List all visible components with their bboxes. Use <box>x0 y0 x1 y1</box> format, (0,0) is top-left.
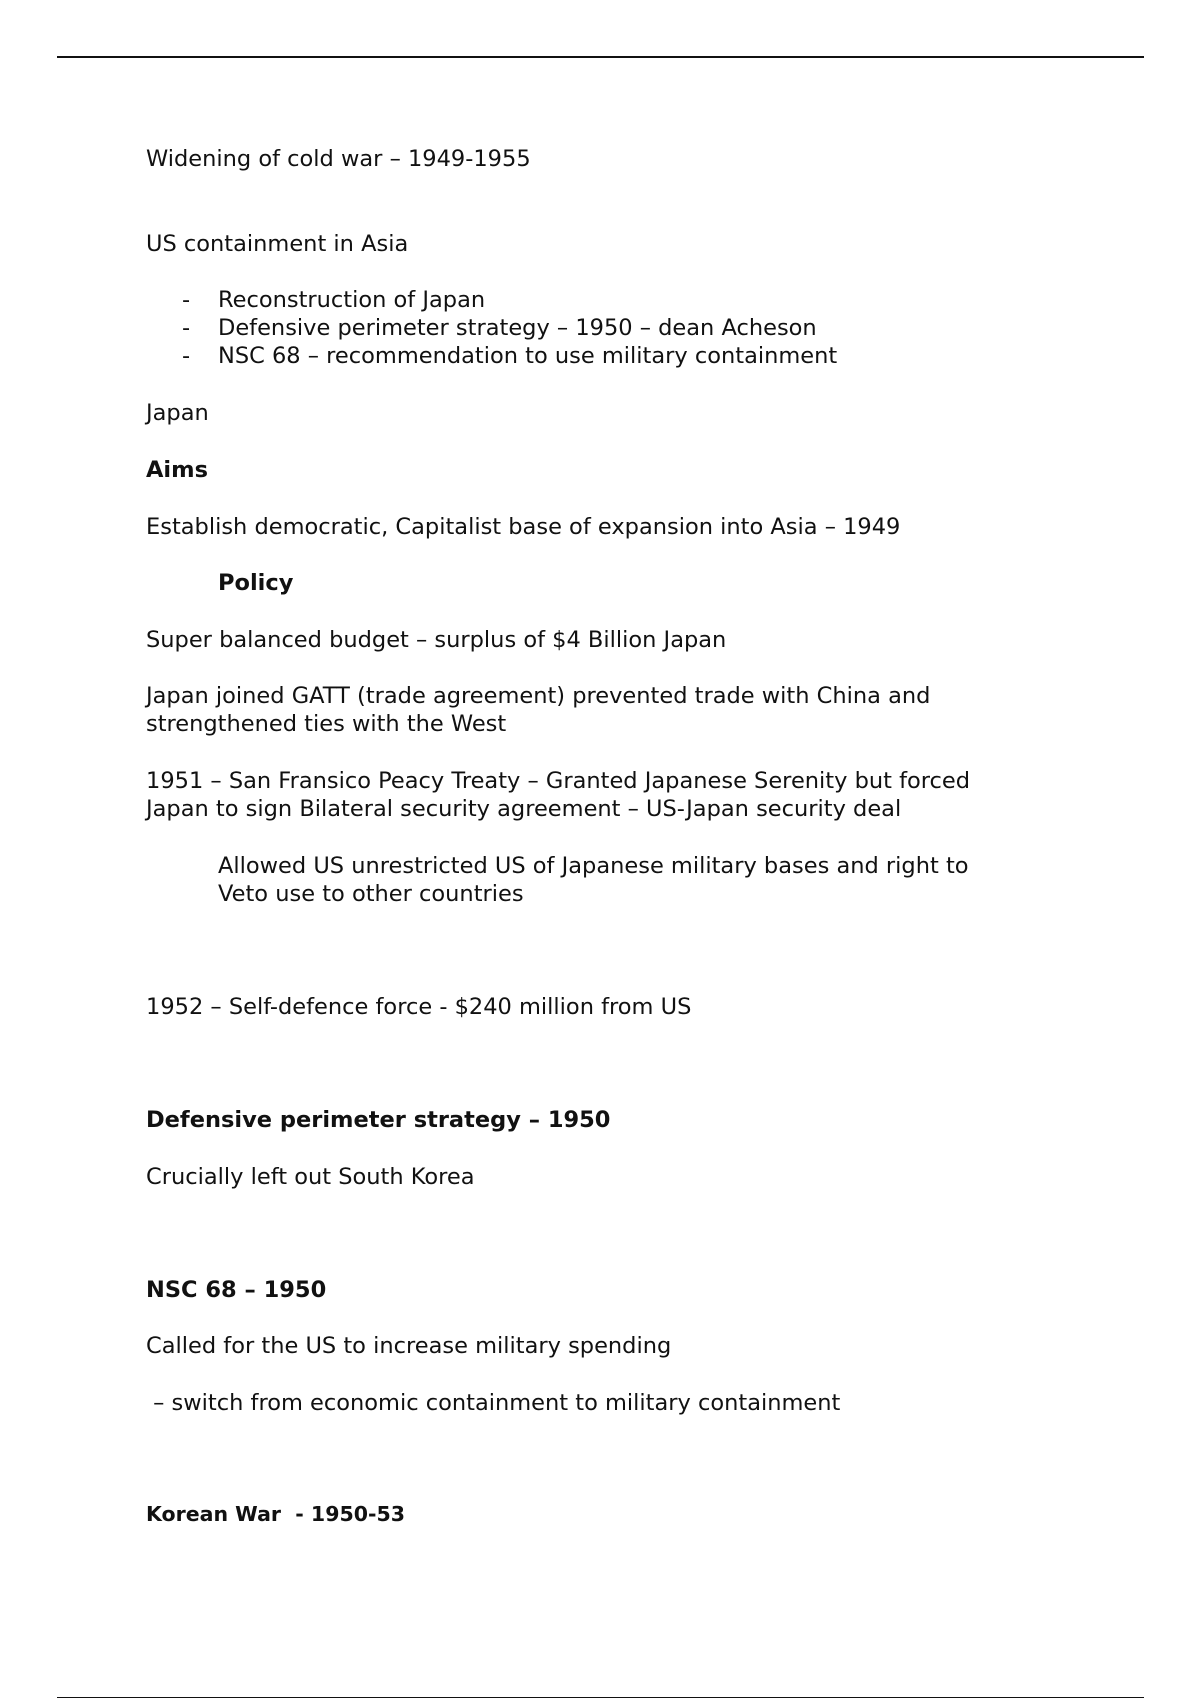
nsc68-text2: – switch from economic containment to military containment <box>146 1390 841 1416</box>
nsc68-text1: Called for the US to increase military spending <box>146 1333 672 1359</box>
bullet-marker: - <box>182 287 191 313</box>
list-item: NSC 68 – recommendation to use military containment <box>218 343 838 369</box>
bases-text-line2: Veto use to other countries <box>218 881 524 907</box>
policy-heading: Policy <box>218 570 294 596</box>
top-rule <box>57 56 1144 58</box>
bullet-marker: - <box>182 343 191 369</box>
gatt-text-line1: Japan joined GATT (trade agreement) prevented trade with China and <box>146 683 931 709</box>
japan-heading: Japan <box>146 400 209 426</box>
us-containment-heading: US containment in Asia <box>146 231 409 257</box>
korean-war-heading: Korean War - 1950-53 <box>146 1502 406 1526</box>
budget-text: Super balanced budget – surplus of $4 Billion Japan <box>146 627 727 653</box>
bottom-rule <box>57 1697 1144 1698</box>
aims-heading: Aims <box>146 457 208 483</box>
bases-text-line1: Allowed US unrestricted US of Japanese military bases and right to <box>218 853 969 879</box>
defensive-perimeter-text: Crucially left out South Korea <box>146 1164 475 1190</box>
bullet-marker: - <box>182 315 191 341</box>
treaty-text-line1: 1951 – San Fransico Peacy Treaty – Granted Japanese Serenity but forced <box>146 768 971 794</box>
list-item: Defensive perimeter strategy – 1950 – dean Acheson <box>218 315 817 341</box>
gatt-text-line2: strengthened ties with the West <box>146 711 507 737</box>
nsc68-heading: NSC 68 – 1950 <box>146 1277 327 1303</box>
defensive-perimeter-heading: Defensive perimeter strategy – 1950 <box>146 1107 611 1133</box>
treaty-text-line2: Japan to sign Bilateral security agreement – US-Japan security deal <box>146 796 902 822</box>
list-item: Reconstruction of Japan <box>218 287 486 313</box>
document-title: Widening of cold war – 1949-1955 <box>146 146 531 172</box>
self-defence-text: 1952 – Self-defence force - $240 million from US <box>146 994 692 1020</box>
aims-text: Establish democratic, Capitalist base of expansion into Asia – 1949 <box>146 514 901 540</box>
